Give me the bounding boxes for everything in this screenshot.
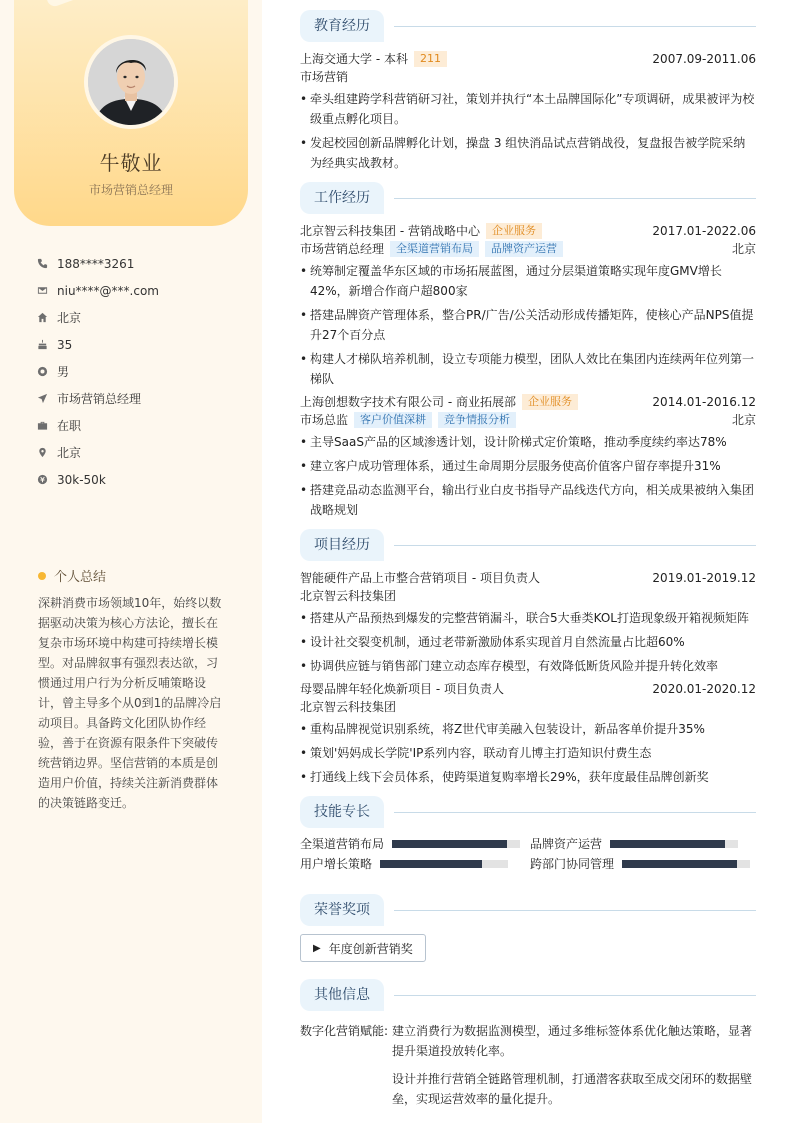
- summary-title: 个人总结: [54, 570, 107, 585]
- list-item: • 构建人才梯队培养机制，设立专项能力模型，团队人效比在集团内连续两年位列第一梯队: [300, 349, 756, 389]
- list-item: • 策划'妈妈成长学院'IP系列内容，联动育儿博主打造知识付费生态: [300, 743, 756, 763]
- list-item: • 重构品牌视觉识别系统，将Z世代审美融入包装设计，新品客单价提升35%: [300, 719, 756, 739]
- skill-name: 用户增长策略: [300, 857, 373, 871]
- list-item: • 协调供应链与销售部门建立动态库存模型，有效降低断货风险并提升转化效率: [300, 656, 756, 676]
- contact-email: niu****@***.com: [36, 277, 246, 304]
- job-role: 市场总监: [300, 413, 349, 427]
- skill-bar: [610, 840, 738, 848]
- projects-section: [300, 529, 756, 787]
- section-title-work: 工作经历: [300, 182, 384, 214]
- project-dates: 2019.01-2019.12: [652, 571, 756, 585]
- summary-text: 深耕消费市场领域10年，始终以数据驱动决策为核心方法论，擅长在复杂市场环境中构建可持续增长模型。对品牌叙事有强烈表达欲，习惯通过用户行为分析反哺策略设计，曾主导多个从0到1的品牌冷启动项目。具备跨文化团队协作经验，善于在资源有限条件下突破传统营销边界。坚信营销的本质是创造用户价值，持续关注新消费群体的决策链路变迁。: [38, 596, 222, 810]
- education-bullets: [300, 89, 756, 173]
- company-name: 北京智云科技集团 - 营销战略中心: [300, 224, 480, 238]
- phone-icon: [36, 258, 48, 270]
- divider: [394, 910, 756, 911]
- location-icon: [36, 447, 48, 459]
- contact-salary: 30k-50k: [36, 466, 246, 493]
- list-item: • 设计社交裂变机制，通过老带新激励体系实现首月自然流量占比超60%: [300, 632, 756, 652]
- education-dates: 2007.09-2011.06: [652, 52, 756, 66]
- skill-item: [300, 836, 530, 852]
- job-role: 市场营销总经理: [300, 242, 385, 256]
- contact-status: 在职: [36, 412, 246, 439]
- send-icon: [36, 393, 48, 405]
- school-name: 上海交通大学 - 本科: [300, 52, 408, 66]
- briefcase-icon: [36, 420, 48, 432]
- cake-icon: [36, 339, 48, 351]
- list-item: • 建立客户成功管理体系，通过生命周期分层服务使高价值客户留存率提升31%: [300, 456, 756, 476]
- divider: [394, 198, 756, 199]
- contact-phone: 188****3261: [36, 250, 246, 277]
- other-label: 数字化营销赋能:: [300, 1024, 389, 1038]
- industry-tag: 企业服务: [522, 394, 578, 410]
- skill-tag: 全渠道营销布局: [390, 241, 479, 257]
- contact-home: 北京: [36, 304, 246, 331]
- major: 市场营销: [300, 70, 349, 84]
- job-bullets: [300, 261, 756, 389]
- job-entry: [300, 393, 756, 520]
- skill-fill: [380, 860, 482, 868]
- skill-tag: 竞争情报分析: [438, 412, 516, 428]
- divider: [394, 545, 756, 546]
- candidate-title: 市场营销总经理: [88, 183, 173, 197]
- section-title-projects: 项目经历: [300, 529, 384, 561]
- skill-tag: 客户价值深耕: [354, 412, 432, 428]
- skill-fill: [610, 840, 725, 848]
- list-item: • 搭建竞品动态监测平台，输出行业白皮书指导产品线迭代方向，相关成果被纳入集团战略规划: [300, 480, 756, 520]
- other-info-row: [300, 1021, 756, 1117]
- list-item: • 搭建从产品预热到爆发的完整营销漏斗，联合5大垂类KOL打造现象级开箱视频矩阵: [300, 608, 756, 628]
- skills-grid: [300, 836, 756, 872]
- salary-icon: [36, 474, 48, 486]
- other-section: [300, 979, 756, 1117]
- avatar-frame: [84, 35, 178, 129]
- job-bullets: [300, 432, 756, 520]
- project-org: 北京智云科技集团: [300, 589, 397, 603]
- industry-tag: 企业服务: [486, 223, 542, 239]
- section-title-education: 教育经历: [300, 10, 384, 42]
- other-paragraph: 设计并推行营销全链路管理机制，打通潜客获取至成交闭环的数据壁垒，实现运营效率的量化提升。: [392, 1072, 753, 1106]
- list-item: • 打通线上线下会员体系，使跨渠道复购率增长29%，获年度最佳品牌创新奖: [300, 767, 756, 787]
- project-name: 智能硬件产品上市整合营销项目 - 项目负责人: [300, 571, 540, 585]
- skill-bar: [622, 860, 750, 868]
- sidebar: [0, 0, 262, 1123]
- decorative-pill: [45, 0, 94, 8]
- skills-section: [300, 796, 756, 872]
- candidate-name: 牛敬业: [99, 151, 163, 175]
- award-badge: [300, 934, 426, 962]
- awards-section: [300, 894, 756, 962]
- list-item: • 发起校园创新品牌孵化计划，操盘 3 组快消品试点营销战役，复盘报告被学院采纳为经典实战教材。: [300, 133, 756, 173]
- list-item: • 统筹制定覆盖华东区域的市场拓展蓝图，通过分层渠道策略实现年度GMV增长42%，新增合作商户超800家: [300, 261, 756, 301]
- skill-fill: [392, 840, 507, 848]
- triangle-right-icon: ▶: [313, 942, 321, 954]
- section-title-other: 其他信息: [300, 979, 384, 1011]
- skill-bar: [380, 860, 508, 868]
- project-bullets: [300, 719, 756, 787]
- skill-item: [530, 836, 756, 852]
- school-tag: 211: [414, 51, 447, 67]
- job-city: 北京: [731, 413, 756, 427]
- skill-tag: 品牌资产运营: [485, 241, 563, 257]
- company-name: 上海创想数字技术有限公司 - 商业拓展部: [300, 395, 516, 409]
- section-title-awards: 荣誉奖项: [300, 894, 384, 926]
- summary-header: [38, 566, 106, 585]
- gender-icon: [36, 366, 48, 378]
- project-org: 北京智云科技集团: [300, 700, 397, 714]
- divider: [394, 995, 756, 996]
- award-name: 年度创新营销奖: [328, 941, 413, 956]
- contact-age: 35: [36, 331, 246, 358]
- list-item: • 搭建品牌资产管理体系，整合PR/广告/公关活动形成传播矩阵，使核心产品NPS值提升27个百分点: [300, 305, 756, 345]
- skill-item: [530, 856, 756, 872]
- other-paragraph: 建立消费行为数据监测模型，通过多维标签体系优化触达策略，显著提升渠道投放转化率。: [392, 1024, 753, 1058]
- contact-gender: 男: [36, 358, 246, 385]
- education-section: [300, 10, 756, 173]
- project-bullets: [300, 608, 756, 676]
- mail-icon: [36, 285, 48, 297]
- list-item: • 牵头组建跨学科营销研习社，策划并执行“本土品牌国际化”专项调研，成果被评为校级重点孵化项目。: [300, 89, 756, 129]
- skill-name: 品牌资产运营: [530, 837, 603, 851]
- work-section: [300, 182, 756, 520]
- skill-name: 全渠道营销布局: [300, 837, 385, 851]
- contact-location: 北京: [36, 439, 246, 466]
- divider: [394, 26, 756, 27]
- skill-bar: [392, 840, 520, 848]
- project-entry: [300, 569, 756, 676]
- job-city: 北京: [731, 242, 756, 256]
- project-name: 母婴品牌年轻化焕新项目 - 项目负责人: [300, 682, 504, 696]
- skill-name: 跨部门协同管理: [530, 857, 615, 871]
- divider: [394, 812, 756, 813]
- job-dates: 2017.01-2022.06: [652, 224, 756, 238]
- avatar: [88, 39, 174, 125]
- summary-dot-icon: [38, 572, 46, 580]
- project-entry: [300, 680, 756, 787]
- contact-target-role: 市场营销总经理: [36, 385, 246, 412]
- section-title-skills: 技能专长: [300, 796, 384, 828]
- home-icon: [36, 312, 48, 324]
- job-dates: 2014.01-2016.12: [652, 395, 756, 409]
- skill-fill: [622, 860, 737, 868]
- main-content: [300, 10, 756, 1117]
- list-item: • 主导SaaS产品的区域渗透计划，设计阶梯式定价策略，推动季度续约率达78%: [300, 432, 756, 452]
- contact-list: [36, 250, 246, 493]
- skill-item: [300, 856, 530, 872]
- job-entry: [300, 222, 756, 389]
- project-dates: 2020.01-2020.12: [652, 682, 756, 696]
